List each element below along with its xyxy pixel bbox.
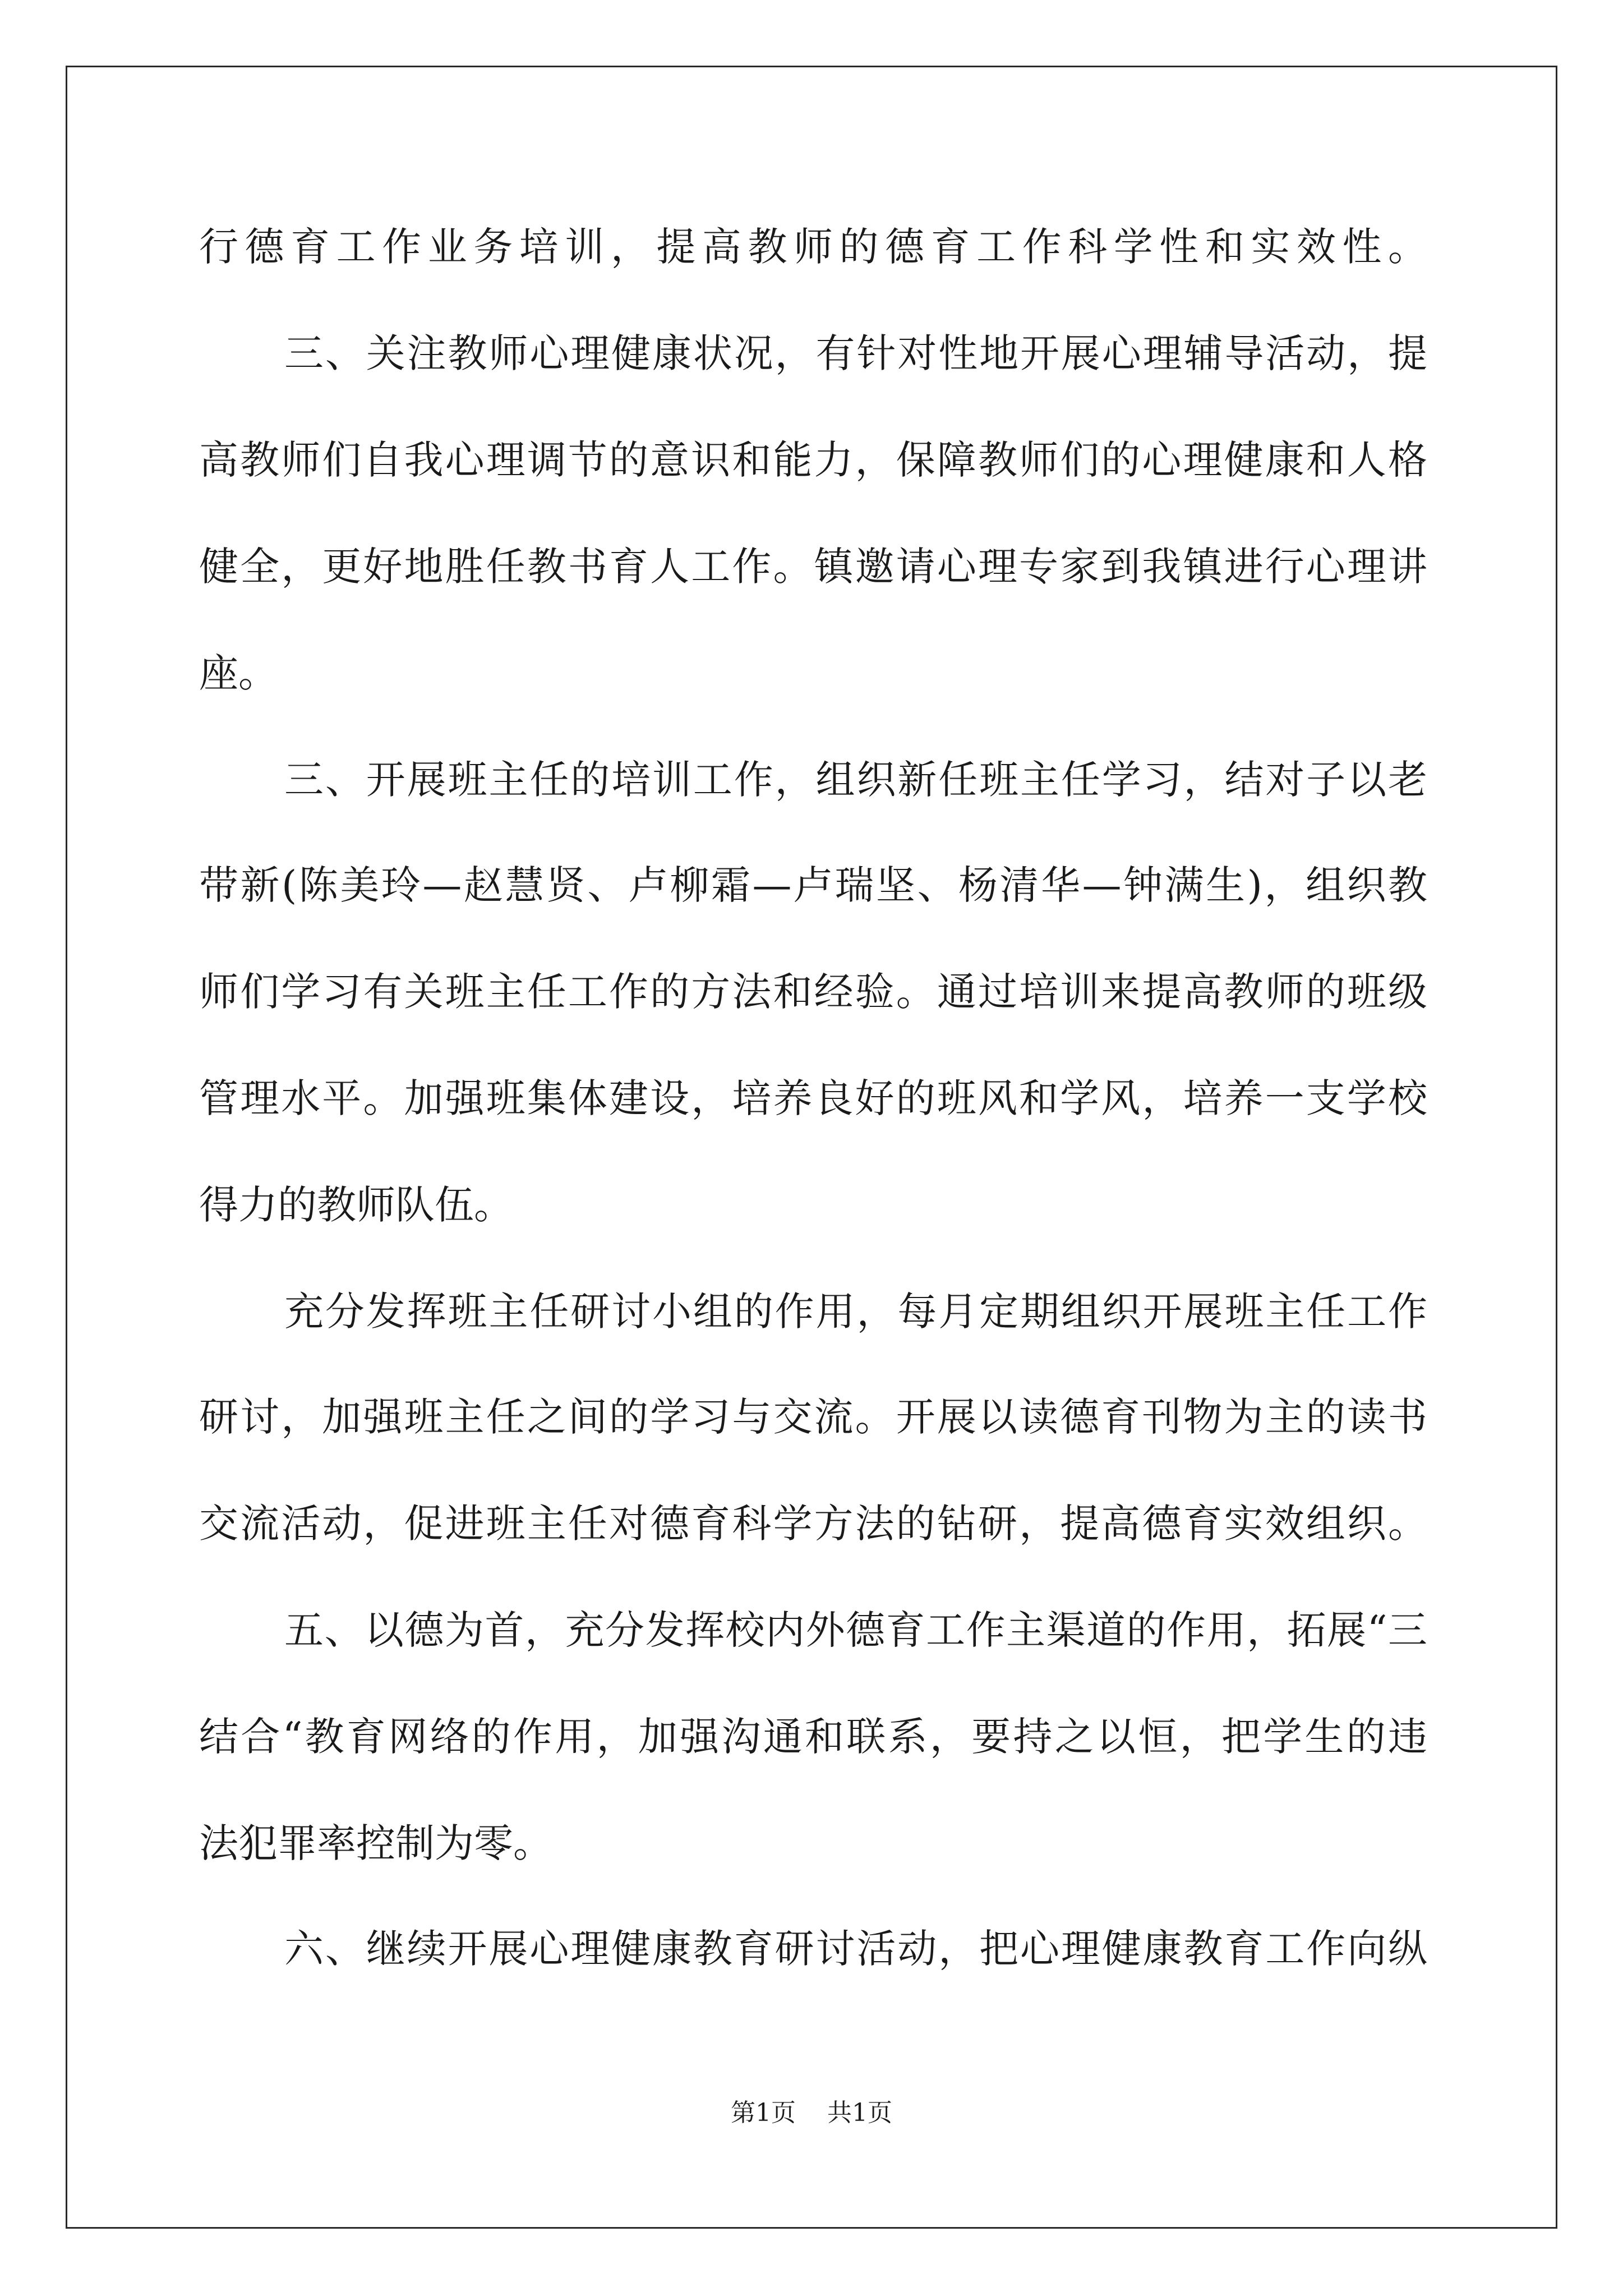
text-line: 得力的教师队伍。: [199, 1182, 513, 1228]
text-line: 座。: [199, 650, 278, 696]
page-footer: [0, 2096, 1623, 2130]
text-line: 三、开展班主任的培训工作，组织新任班主任学习，结对子以老: [284, 757, 1427, 803]
text-line: 五、以德为首，充分发挥校内外德育工作主渠道的作用，拓展“三: [284, 1607, 1427, 1653]
text-line: 法犯罪率控制为零。: [199, 1820, 552, 1866]
text-line: 带新(陈美玲—赵慧贤、卢柳霜—卢瑞坚、杨清华—钟满生)，组织教: [199, 862, 1427, 908]
page-border: [66, 66, 1557, 2229]
text-line: 充分发挥班主任研讨小组的作用，每月定期组织开展班主任工作: [284, 1289, 1427, 1335]
text-line: 六、继续开展心理健康教育研讨活动，把心理健康教育工作向纵: [284, 1926, 1427, 1972]
text-line: 高教师们自我心理调节的意识和能力，保障教师们的心理健康和人格: [199, 437, 1427, 483]
page-number: 第1页: [731, 2099, 796, 2127]
text-line: 健全，更好地胜任教书育人工作。镇邀请心理专家到我镇进行心理讲: [199, 544, 1427, 590]
text-line: 管理水平。加强班集体建设，培养良好的班风和学风，培养一支学校: [199, 1075, 1427, 1121]
text-line: 三、关注教师心理健康状况，有针对性地开展心理辅导活动，提: [284, 330, 1427, 376]
text-line: 研讨，加强班主任之间的学习与交流。开展以读德育刊物为主的读书: [199, 1394, 1427, 1440]
text-line: 行德育工作业务培训，提高教师的德育工作科学性和实效性。: [199, 224, 1427, 270]
text-line: 师们学习有关班主任工作的方法和经验。通过培训来提高教师的班级: [199, 969, 1427, 1015]
page-total: 共1页: [827, 2099, 892, 2127]
text-line: 交流活动，促进班主任对德育科学方法的钻研，提高德育实效组织。: [199, 1501, 1427, 1547]
text-line: 结合“教育网络的作用，加强沟通和联系，要持之以恒，把学生的违: [199, 1714, 1427, 1760]
